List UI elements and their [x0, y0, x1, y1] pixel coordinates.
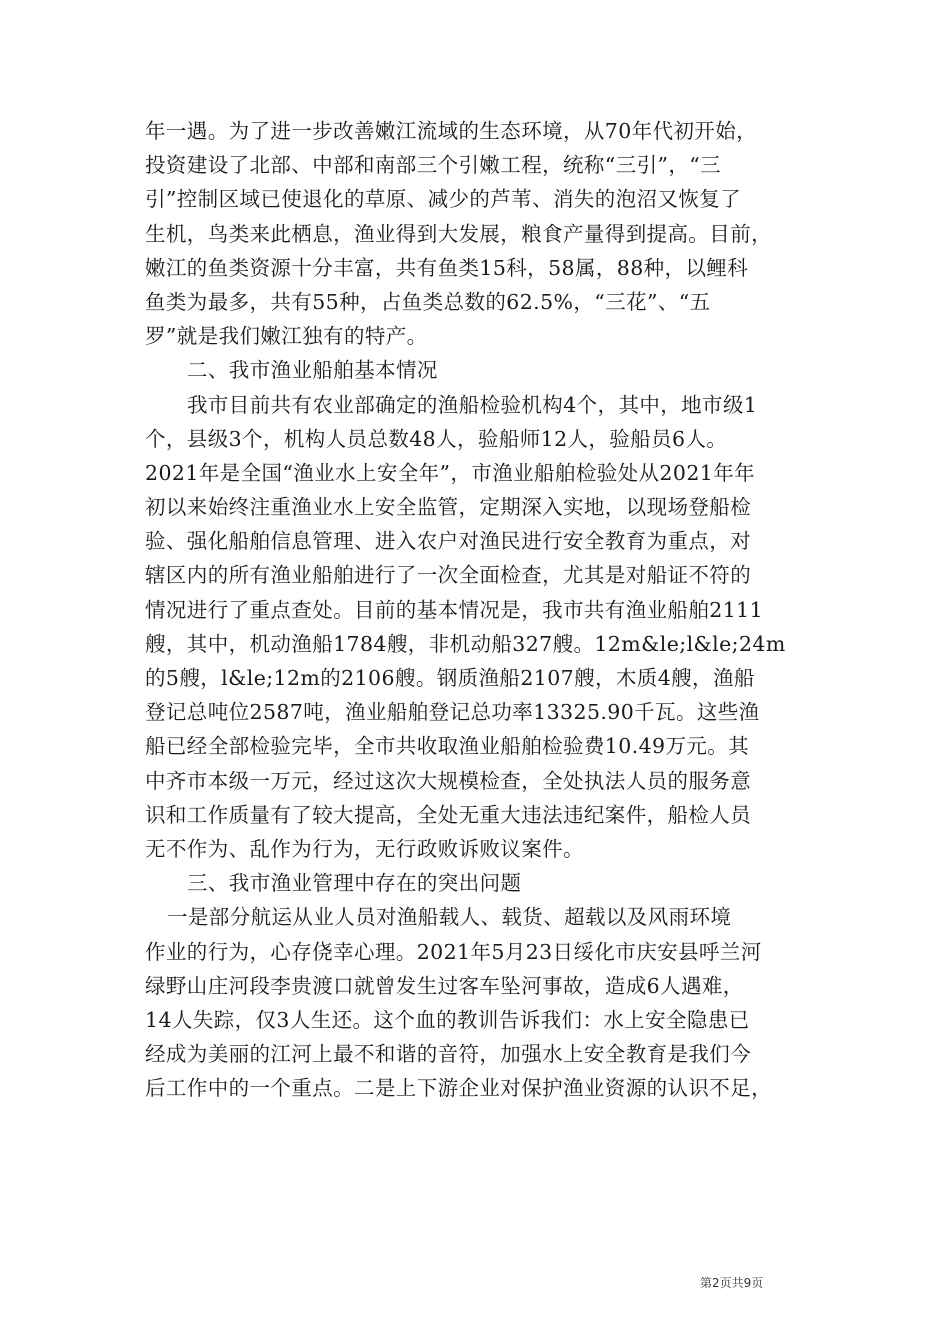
text-line: 嫩江的鱼类资源十分丰富，共有鱼类15科，58属，88种，以鲤科	[145, 255, 749, 280]
text-line: 作业的行为，心存侥幸心理。2021年5月23日绥化市庆安县呼兰河	[145, 939, 762, 964]
text-line: 验、强化船舶信息管理、进入农户对渔民进行安全教育为重点，对	[145, 529, 752, 554]
text-line: 生机，鸟类来此栖息，渔业得到大发展，粮食产量得到提高。目前，	[145, 221, 772, 246]
page-number: 第2页共9页	[700, 1276, 764, 1290]
text-line: 初以来始终注重渔业水上安全监管，定期深入实地，以现场登船检	[145, 495, 752, 520]
document-body	[145, 114, 815, 1105]
text-line: 船已经全部检验完毕，全市共收取渔业船舶检验费10.49万元。其	[145, 734, 750, 759]
text-line: 后工作中的一个重点。二是上下游企业对保护渔业资源的认识不足，	[145, 1076, 772, 1101]
text-line: 14人失踪，仅3人生还。这个血的教训告诉我们：水上安全隐患已	[145, 1007, 750, 1032]
text-line: 识和工作质量有了较大提高，全处无重大违法违纪案件，船检人员	[145, 802, 752, 827]
text-line: 辖区内的所有渔业船舶进行了一次全面检查，尤其是对船证不符的	[145, 563, 752, 588]
text-line: 绿野山庄河段李贵渡口就曾发生过客车坠河事故，造成6人遇难，	[145, 973, 744, 998]
text-line: 投资建设了北部、中部和南部三个引嫩工程，统称“三引”，“三	[145, 153, 722, 178]
text-line: 中齐市本级一万元，经过这次大规模检查，全处执法人员的服务意	[145, 768, 752, 793]
text-line: 的5艘，l&le;12m的2106艘。钢质渔船2107艘，木质4艘，渔船	[145, 666, 755, 690]
section-heading: 三、我市渔业管理中存在的突出问题	[187, 871, 522, 896]
text-line: 年一遇。为了进一步改善嫩江流域的生态环境，从70年代初开始，	[145, 119, 758, 143]
text-line: 情况进行了重点查处。目前的基本情况是，我市共有渔业船舶2111	[145, 597, 764, 622]
text-line: 艘，其中，机动渔船1784艘，非机动船327艘。12m&le;l&le;24m	[145, 631, 786, 656]
text-line: 个，县级3个，机构人员总数48人，验船师12人，验船员6人。	[145, 426, 728, 451]
text-line: 无不作为、乱作为行为，无行政败诉败议案件。	[145, 836, 584, 861]
text-line: 鱼类为最多，共有55种，占鱼类总数的62.5%，“三花”、“五	[145, 289, 711, 314]
text-line: 一是部分航运从业人员对渔船载人、载货、超载以及风雨环境	[167, 905, 732, 930]
text-line: 引”控制区域已使退化的草原、减少的芦苇、消失的泡沼又恢复了	[145, 187, 742, 212]
text-line: 登记总吨位2587吨，渔业船舶登记总功率13325.90千瓦。这些渔	[145, 700, 760, 725]
text-line: 2021年是全国“渔业水上安全年”，市渔业船舶检验处从2021年年	[145, 460, 756, 485]
text-line: 我市目前共有农业部确定的渔船检验机构4个，其中，地市级1	[187, 392, 758, 417]
text-line: 经成为美丽的江河上最不和谐的音符，加强水上安全教育是我们今	[145, 1042, 752, 1067]
text-line: 罗”就是我们嫩江独有的特产。	[145, 324, 428, 349]
section-heading: 二、我市渔业船舶基本情况	[187, 358, 438, 383]
